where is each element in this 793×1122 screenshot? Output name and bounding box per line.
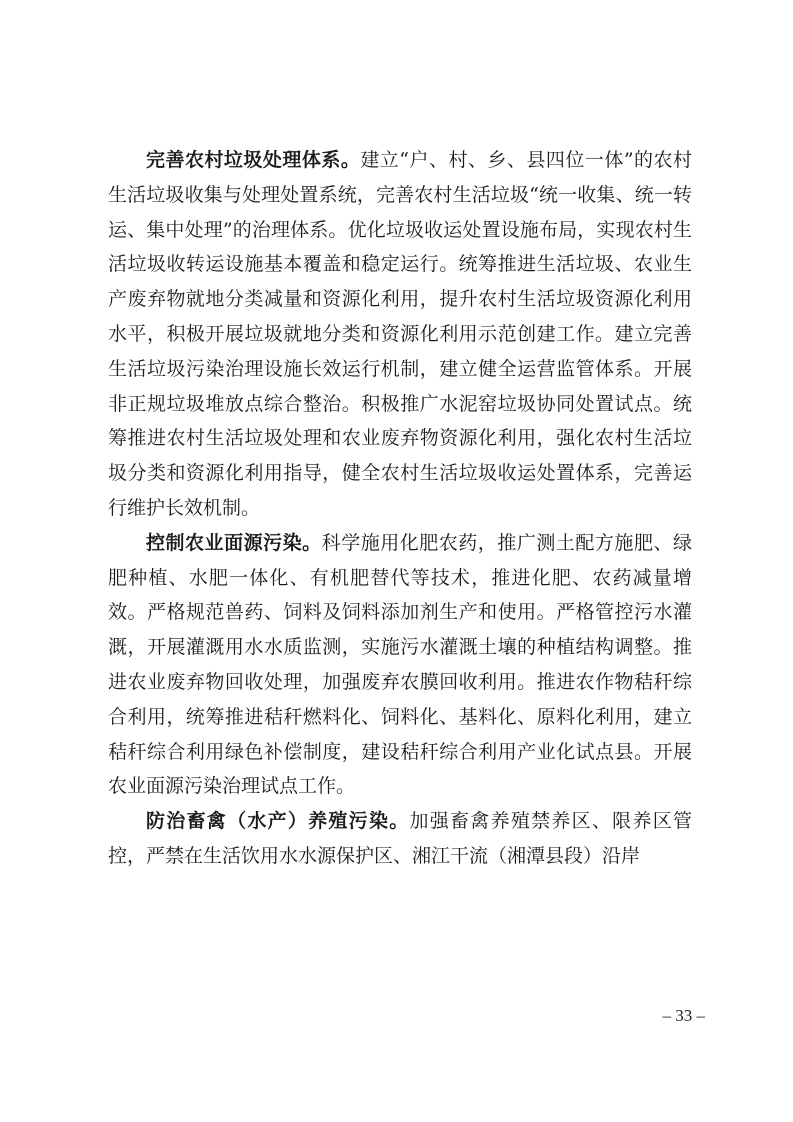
paragraph-body: 建立“户、村、乡、县四位一体”的农村生活垃圾收集与处理处置系统，完善农村生活垃圾“统一收集、统一转运、集中处理”的治理体系。优化垃圾收运处置设施布局，实现农村生活垃圾收转运设施基本覆盖和稳定运行。统筹推进生活垃圾、农业生产废弃物就地分类减量和资源化利用，提升农村生活垃圾资源化利用水平，积极开展垃圾就地分类和资源化利用示范创建工作。建立完善生活垃圾污染治理设施长效运行机制，建立健全运营监管体系。开展非正规垃圾堆放点综合整治。积极推广水泥窑垃圾协同处置试点。统筹推进农村生活垃圾处理和农业废弃物资源化利用，强化农村生活垃圾分类和资源化利用指导，健全农村生活垃圾收运处置体系，完善运行维护长效机制。: [108, 149, 692, 519]
paragraph-rural-waste: [108, 143, 692, 526]
paragraph-heading: 控制农业面源污染。: [146, 531, 322, 554]
paragraph-body: 科学施用化肥农药，推广测土配方施肥、绿肥种植、水肥一体化、有机肥替代等技术，推进化肥、农药减量增效。严格规范兽药、饲料及饲料添加剂生产和使用。严格管控污水灌溉，开展灌溉用水水质监测，实施污水灌溉土壤的种植结构调整。推进农业废弃物回收处理，加强废弃农膜回收利用。推进农作物秸秆综合利用，统筹推进秸秆燃料化、饲料化、基料化、原料化利用，建立秸秆综合利用绿色补偿制度，建设秸秆综合利用产业化试点县。开展农业面源污染治理试点工作。: [108, 531, 692, 798]
paragraph-body: 加强畜禽养殖禁养区、限养区管控，严禁在生活饮用水水源保护区、湘江干流（湘潭县段）沿岸: [108, 810, 692, 867]
paragraph-agri-pollution: [108, 526, 692, 804]
page-number: – 33 –: [662, 1006, 705, 1025]
body-text: [108, 143, 692, 874]
paragraph-livestock-pollution: [108, 804, 692, 874]
paragraph-heading: 防治畜禽（水产）养殖污染。: [146, 810, 410, 833]
paragraph-heading: 完善农村垃圾处理体系。: [146, 149, 361, 171]
